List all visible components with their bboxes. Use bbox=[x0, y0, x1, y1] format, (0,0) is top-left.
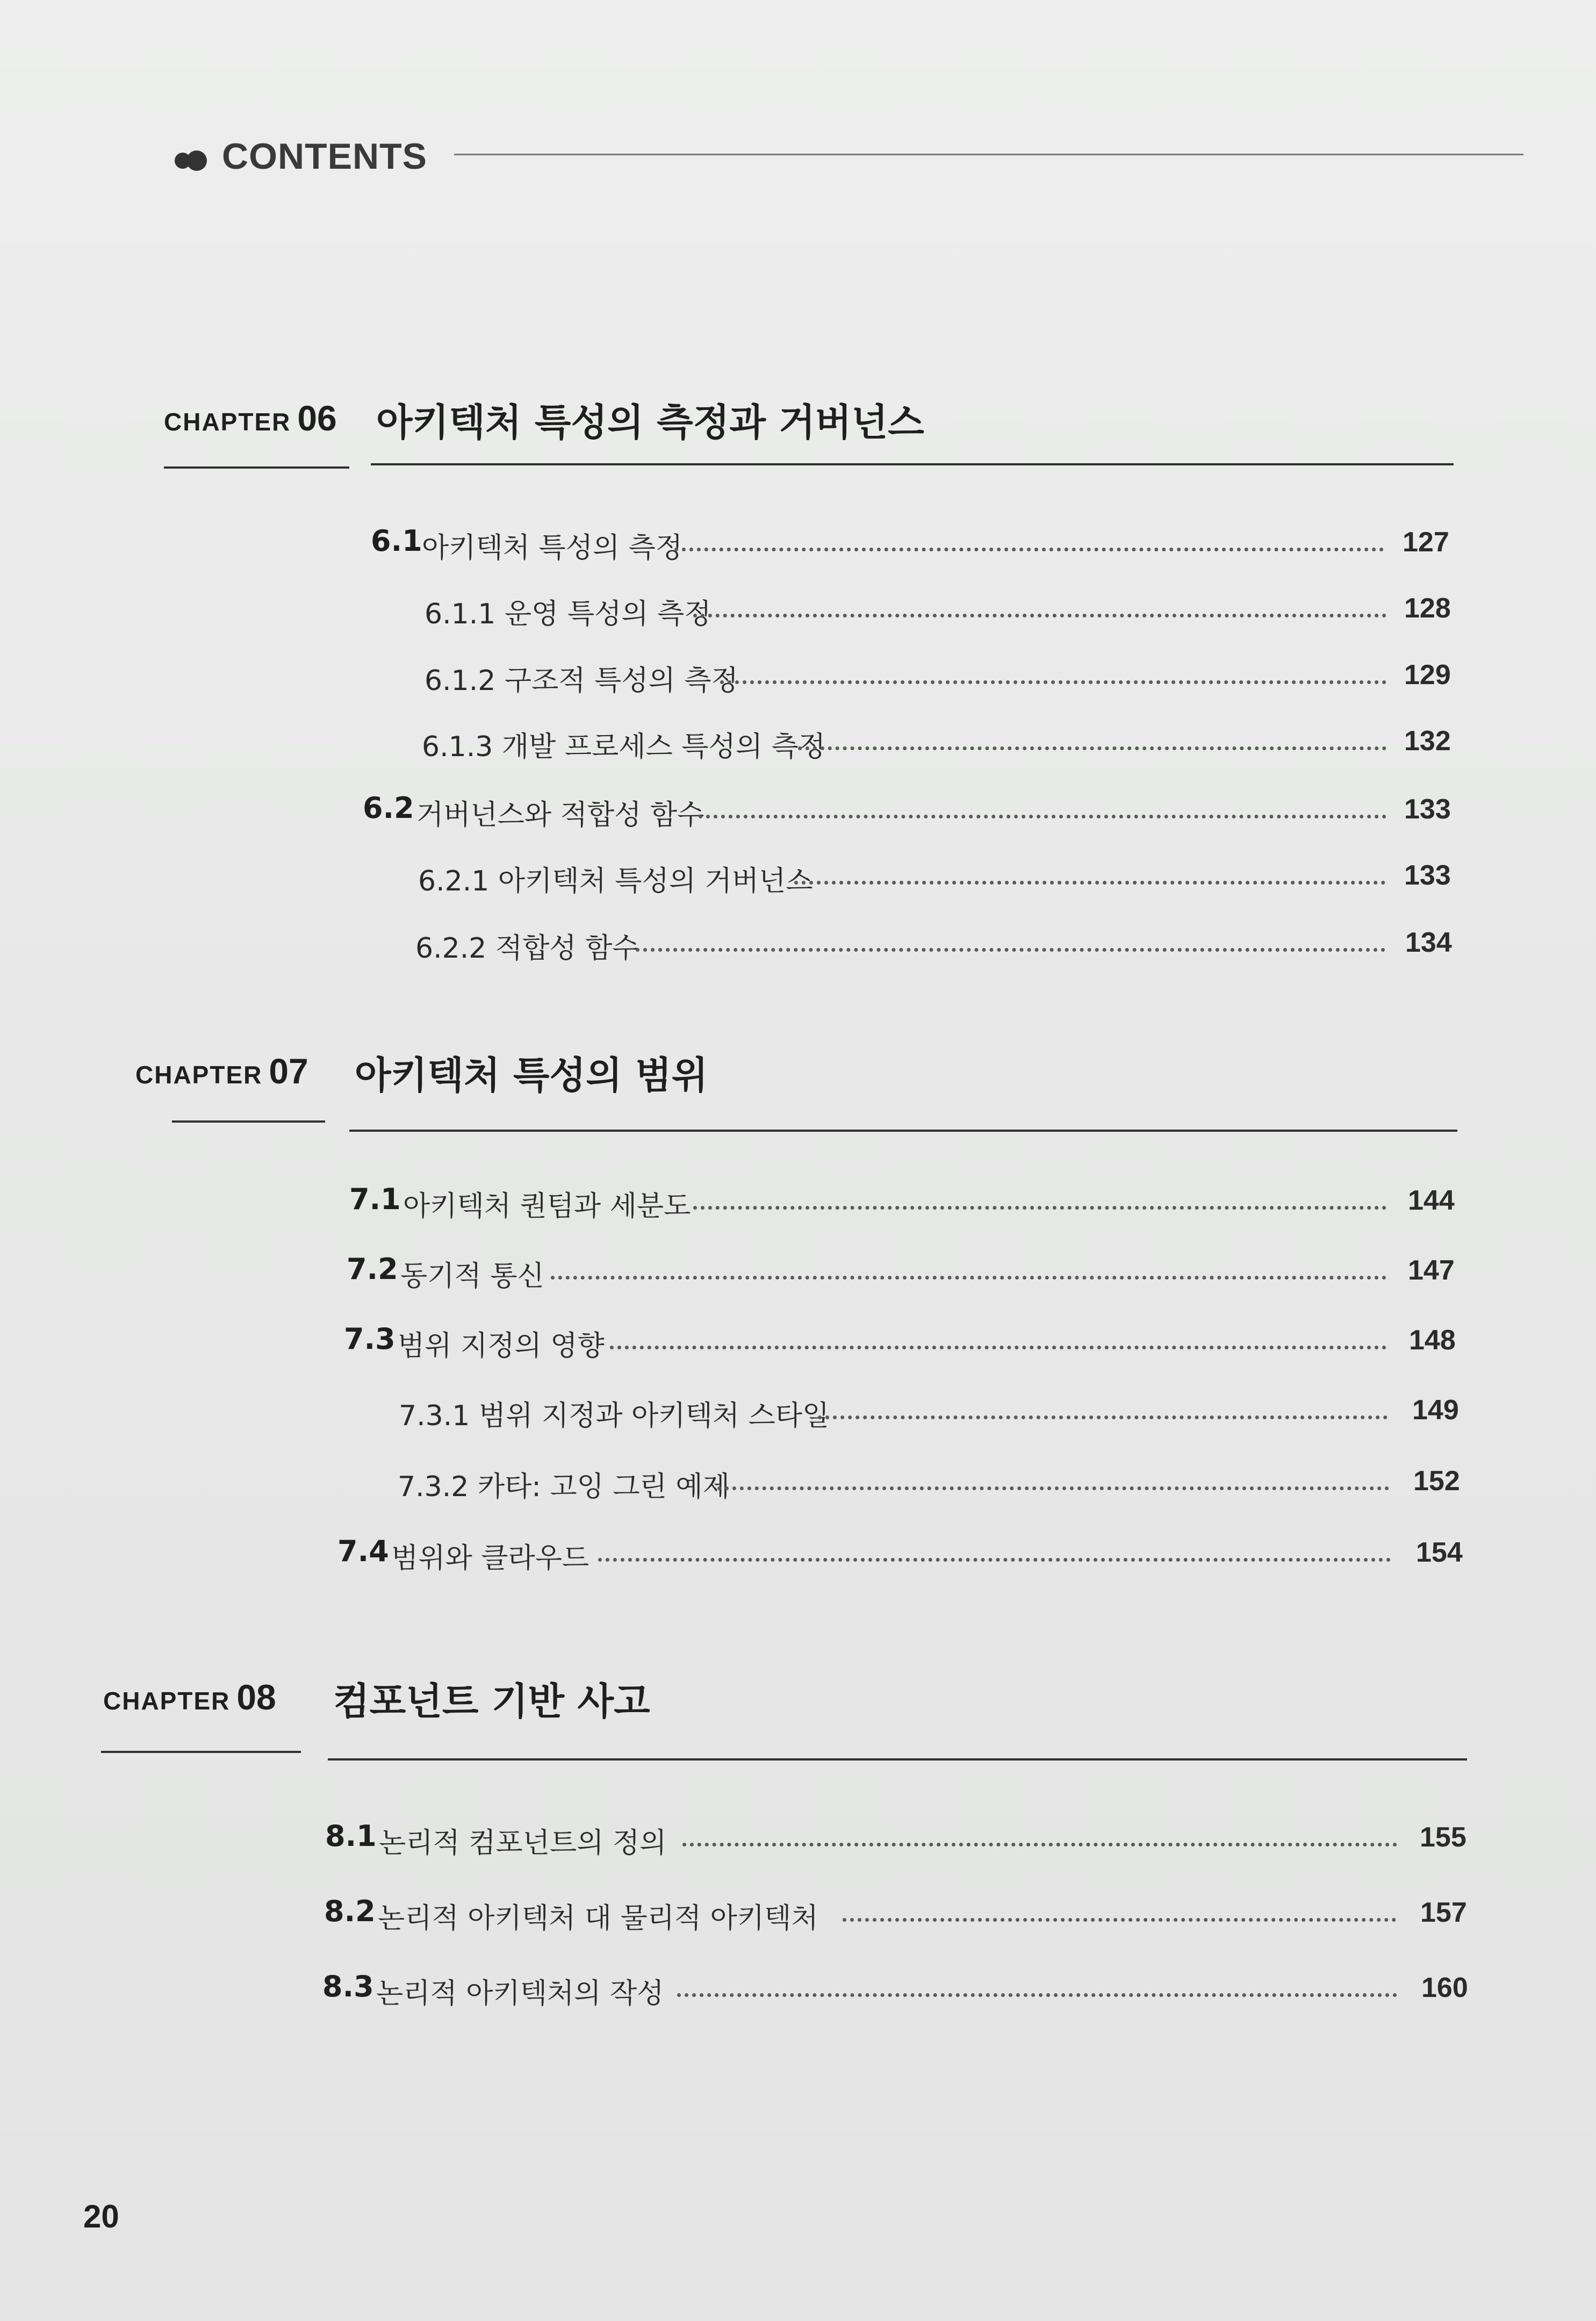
page-ref: 147 bbox=[1408, 1255, 1455, 1286]
subsection-title: 6.2.1 아키텍처 특성의 거버넌스 bbox=[418, 865, 813, 897]
subsection-title: 6.1.1 운영 특성의 측정 bbox=[425, 598, 711, 630]
page-ref: 134 bbox=[1405, 927, 1452, 958]
chapter-number: 07 bbox=[269, 1051, 308, 1091]
section-title: 논리적 아키텍처 대 물리적 아키텍처 bbox=[378, 1902, 818, 1935]
page-ref: 154 bbox=[1416, 1537, 1463, 1568]
chapter-word: CHAPTER bbox=[164, 408, 291, 436]
subsection-title: 7.3.2 카타: 고잉 그린 예제 bbox=[398, 1471, 730, 1503]
toc-entry[interactable] bbox=[425, 590, 1456, 633]
page-ref: 133 bbox=[1404, 860, 1451, 891]
page-ref: 132 bbox=[1404, 725, 1451, 757]
page-ref: 129 bbox=[1404, 659, 1451, 691]
chapter-label bbox=[103, 1677, 276, 1718]
toc-entry[interactable] bbox=[363, 791, 1456, 834]
dot-leader bbox=[677, 1993, 1397, 1997]
section-title: 논리적 아키텍처의 작성 bbox=[376, 1978, 664, 2010]
section-number: 6.2 bbox=[363, 791, 414, 825]
page-ref: 127 bbox=[1403, 527, 1449, 558]
bullet-dots-icon bbox=[175, 149, 212, 169]
dot-leader bbox=[551, 1276, 1386, 1280]
toc-entry[interactable] bbox=[349, 1182, 1462, 1225]
toc-entry[interactable] bbox=[344, 1322, 1462, 1365]
page-number: 20 bbox=[83, 2198, 119, 2234]
page-ref: 152 bbox=[1413, 1465, 1460, 1497]
chapter-rule-long bbox=[349, 1130, 1457, 1132]
chapter-rule-short bbox=[172, 1120, 325, 1123]
chapter-number: 08 bbox=[236, 1677, 276, 1717]
toc-entry[interactable] bbox=[425, 657, 1456, 700]
toc-entry[interactable] bbox=[322, 1970, 1475, 2013]
page-ref: 157 bbox=[1420, 1897, 1467, 1928]
dot-leader bbox=[818, 1415, 1387, 1419]
toc-entry[interactable] bbox=[337, 1534, 1462, 1577]
contents-header bbox=[175, 129, 1529, 188]
toc-entry[interactable] bbox=[324, 1894, 1475, 1937]
dot-leader bbox=[610, 1346, 1386, 1349]
dot-leader bbox=[598, 1558, 1391, 1562]
page-ref: 160 bbox=[1421, 1972, 1468, 2003]
toc-entry[interactable] bbox=[399, 1392, 1462, 1435]
toc-entry[interactable] bbox=[398, 1463, 1462, 1506]
chapter-rule-long bbox=[328, 1758, 1467, 1760]
section-number: 6.1 bbox=[371, 524, 422, 558]
section-title: 논리적 컴포넌트의 정의 bbox=[379, 1827, 667, 1859]
subsection-title: 6.1.2 구조적 특성의 측정 bbox=[425, 665, 738, 697]
dot-leader bbox=[794, 881, 1385, 885]
toc-entry[interactable] bbox=[371, 524, 1456, 567]
page-ref: 144 bbox=[1408, 1185, 1455, 1216]
page-ref: 148 bbox=[1409, 1325, 1456, 1356]
contents-title: CONTENTS bbox=[222, 136, 427, 177]
dot-leader bbox=[720, 680, 1386, 684]
section-title: 범위와 클라우드 bbox=[391, 1542, 589, 1575]
chapter-title: 아키텍처 특성의 측정과 거버넌스 bbox=[376, 400, 924, 444]
section-number: 8.2 bbox=[324, 1894, 376, 1928]
page-ref: 133 bbox=[1404, 794, 1451, 825]
dot-leader bbox=[699, 815, 1386, 818]
subsection-title: 7.3.1 범위 지정과 아키텍처 스타일 bbox=[399, 1400, 830, 1432]
section-number: 8.1 bbox=[325, 1819, 377, 1853]
section-number: 7.3 bbox=[344, 1322, 396, 1356]
page-ref: 128 bbox=[1404, 593, 1451, 624]
chapter-title: 아키텍처 특성의 범위 bbox=[355, 1053, 708, 1097]
page-ref: 155 bbox=[1420, 1822, 1466, 1853]
chapter-rule-long bbox=[371, 463, 1454, 465]
dot-leader bbox=[636, 948, 1385, 952]
subsection-title: 6.2.2 적합성 함수 bbox=[415, 932, 639, 965]
dot-leader bbox=[717, 1486, 1389, 1490]
toc-entry[interactable] bbox=[415, 924, 1456, 967]
chapter-label bbox=[164, 398, 337, 439]
toc-entry[interactable] bbox=[325, 1819, 1475, 1862]
section-title: 아키텍처 퀀텀과 세분도 bbox=[403, 1190, 691, 1223]
chapter-word: CHAPTER bbox=[135, 1061, 263, 1089]
dot-leader bbox=[693, 614, 1386, 617]
dot-leader bbox=[843, 1918, 1396, 1922]
subsection-title: 6.1.3 개발 프로세스 특성의 측정 bbox=[422, 731, 825, 763]
header-rule bbox=[454, 154, 1523, 155]
chapter-title: 컴포넌트 기반 사고 bbox=[333, 1679, 650, 1723]
section-title: 동기적 통신 bbox=[400, 1260, 544, 1292]
toc-entry[interactable] bbox=[347, 1252, 1462, 1295]
chapter-word: CHAPTER bbox=[103, 1687, 231, 1715]
dot-leader bbox=[674, 548, 1384, 551]
section-title: 거버넌스와 적합성 함수 bbox=[416, 799, 704, 831]
chapter-label bbox=[135, 1051, 308, 1091]
section-title: 범위 지정의 영향 bbox=[398, 1330, 605, 1362]
section-number: 7.1 bbox=[349, 1182, 401, 1216]
chapter-rule-short bbox=[164, 466, 349, 469]
chapter-rule-short bbox=[101, 1751, 301, 1753]
dot-leader bbox=[682, 1843, 1397, 1846]
section-number: 7.4 bbox=[337, 1534, 389, 1568]
chapter-number: 06 bbox=[297, 398, 337, 438]
section-number: 8.3 bbox=[322, 1970, 374, 2003]
section-number: 7.2 bbox=[347, 1252, 398, 1286]
section-title: 아키텍처 특성의 측정 bbox=[422, 532, 683, 564]
page-ref: 149 bbox=[1412, 1395, 1459, 1426]
toc-entry[interactable] bbox=[418, 857, 1456, 900]
toc-entry[interactable] bbox=[422, 723, 1456, 766]
dot-leader bbox=[693, 1206, 1386, 1210]
dot-leader bbox=[798, 746, 1386, 750]
